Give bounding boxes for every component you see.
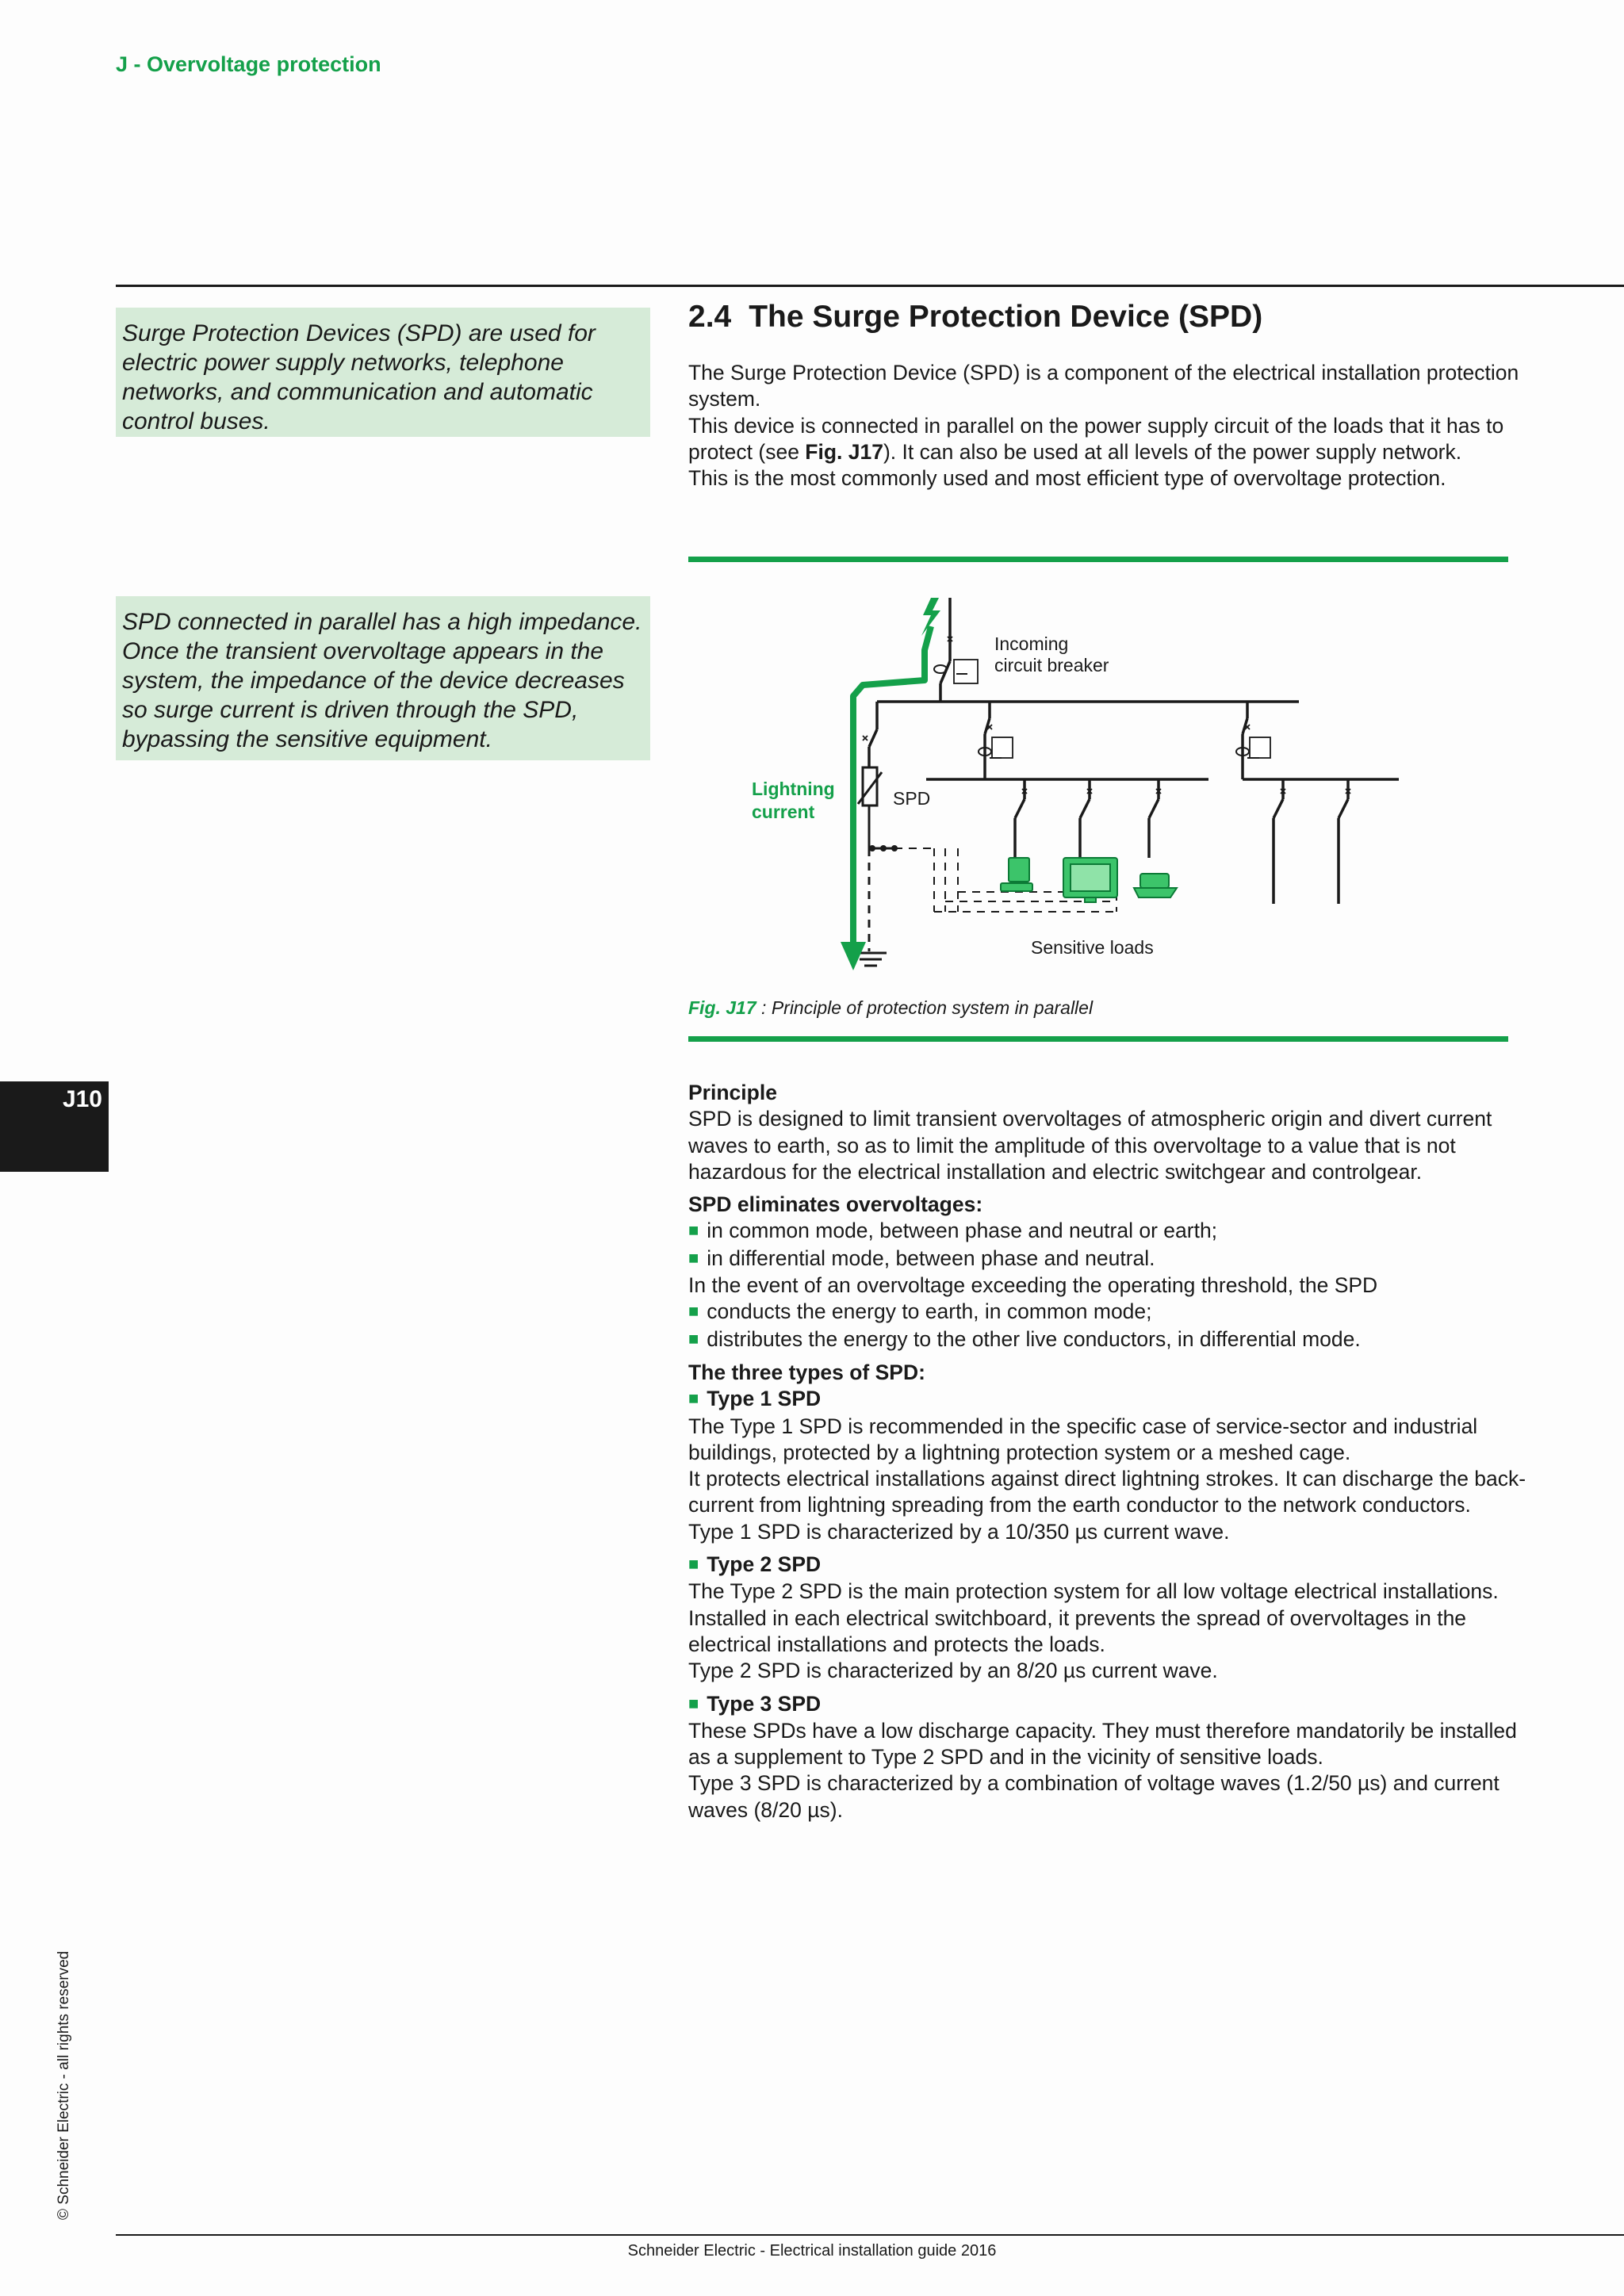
figure-bottom-rule <box>688 1036 1508 1042</box>
page-number: J10 <box>62 1086 102 1112</box>
type2-heading: ■ Type 2 SPD <box>688 1552 1529 1578</box>
copyright-notice: © Schneider Electric - all rights reserved <box>56 1950 72 2220</box>
label-sensitive-loads: Sensitive loads <box>1031 937 1154 958</box>
type3-text-2: Type 3 SPD is characterized by a combination of voltage waves (1.2/50 µs) and current waves (8/20 µs). <box>688 1771 1500 1822</box>
type1-text-3: Type 1 SPD is characterized by a 10/350 µs current wave. <box>688 1519 1230 1544</box>
earth-arrow-icon <box>841 942 866 970</box>
types-heading: The three types of SPD: <box>688 1360 925 1384</box>
bullet-icon <box>688 1552 707 1576</box>
label-spd: SPD <box>893 788 931 809</box>
eliminates-heading: SPD eliminates overvoltages: <box>688 1192 983 1217</box>
printer-icon <box>1140 874 1169 888</box>
intro-line-2: This device is connected in parallel on the power supply circuit of the loads that it has to protect (see Fig. J17). It can also be used at all levels of the power supply network. <box>688 413 1504 464</box>
page-number-tab <box>0 1081 109 1172</box>
section-title <box>688 300 1262 335</box>
bullet-icon <box>688 1327 707 1351</box>
section-header: J - Overvoltage protection <box>116 52 381 76</box>
principle-heading: Principle <box>688 1081 777 1104</box>
figure-j17 <box>688 579 1508 975</box>
figure-reference: Fig. J17 <box>805 439 883 464</box>
figure-caption-ref: Fig. J17 <box>688 997 756 1018</box>
protection-diagram <box>688 579 1508 975</box>
figure-caption-text: : Principle of protection system in parallel <box>756 997 1094 1018</box>
type1-text-2: It protects electrical installations against direct lightning strokes. It can discharge the back-current from lightning spreading from the earth conductor to the network conductors. <box>688 1467 1526 1517</box>
label-incoming-2: circuit breaker <box>994 655 1109 675</box>
label-incoming-1: Incoming <box>994 633 1069 654</box>
type2-text-2: Type 2 SPD is characterized by an 8/20 µs current wave. <box>688 1659 1218 1683</box>
list-item: ■ in differential mode, between phase and neutral. <box>688 1246 1529 1272</box>
section-number: 2.4 <box>688 300 732 334</box>
label-lightning-1: Lightning <box>752 779 835 799</box>
section-title-text: The Surge Protection Device (SPD) <box>749 300 1263 334</box>
event-text: In the event of an overvoltage exceeding the operating threshold, the SPD <box>688 1273 1378 1298</box>
bottom-divider <box>116 2234 1624 2236</box>
top-divider <box>116 285 1624 287</box>
type1-text-1: The Type 1 SPD is recommended in the specific case of service-sector and industrial buildings, protected by a lightning protection system or a meshed cage. <box>688 1414 1478 1464</box>
figure-top-rule <box>688 557 1508 562</box>
list-item: ■ distributes the energy to the other live conductors, in differential mode. <box>688 1326 1529 1353</box>
figure-caption <box>688 997 1093 1019</box>
type3-heading: ■ Type 3 SPD <box>688 1691 1529 1718</box>
page-footer: Schneider Electric - Electrical installation guide 2016 <box>627 2242 997 2260</box>
sidenote-spd-usage: Surge Protection Devices (SPD) are used for electric power supply networks, telephone networks, and communication and automatic control buses. <box>116 308 650 437</box>
list-item: ■ in common mode, between phase and neutral or earth; <box>688 1218 1529 1245</box>
label-lightning-2: current <box>752 802 815 822</box>
computer-icon <box>1009 858 1029 882</box>
type3-text-1: These SPDs have a low discharge capacity. They must therefore mandatorily be installed as a supplement to Type 2 SPD and in the vicinity of sensitive loads. <box>688 1718 1517 1770</box>
bullet-icon <box>688 1299 707 1323</box>
principle-text: SPD is designed to limit transient overvoltages of atmospheric origin and divert current waves to earth, so as to limit the amplitude of this overvoltage to a value that is not hazardous for the electrical installation and electric switchgear and controlgear. <box>688 1107 1492 1184</box>
bullet-icon <box>688 1219 707 1242</box>
type2-text-1: The Type 2 SPD is the main protection system for all low voltage electrical installations. Installed in each electrical switchboard, it prevents the spread of overvoltages in the electrical installations and protects the loads. <box>688 1579 1499 1656</box>
list-item: ■ conducts the energy to earth, in common mode; <box>688 1299 1529 1326</box>
intro-line-1: The Surge Protection Device (SPD) is a component of the electrical installation protection system. <box>688 361 1519 411</box>
body-text <box>688 1080 1529 1823</box>
bullet-icon <box>688 1246 707 1270</box>
bullet-icon <box>688 1692 707 1716</box>
intro-line-3: This is the most commonly used and most efficient type of overvoltage protection. <box>688 466 1446 491</box>
bullet-icon <box>688 1387 707 1410</box>
sidenote-spd-impedance: SPD connected in parallel has a high impedance. Once the transient overvoltage appears in the system, the impedance of the device decreases so surge current is driven through the SPD, bypassing the sensitive equipment. <box>116 596 650 760</box>
intro-text <box>688 360 1521 492</box>
type1-heading: ■ Type 1 SPD <box>688 1386 1529 1413</box>
